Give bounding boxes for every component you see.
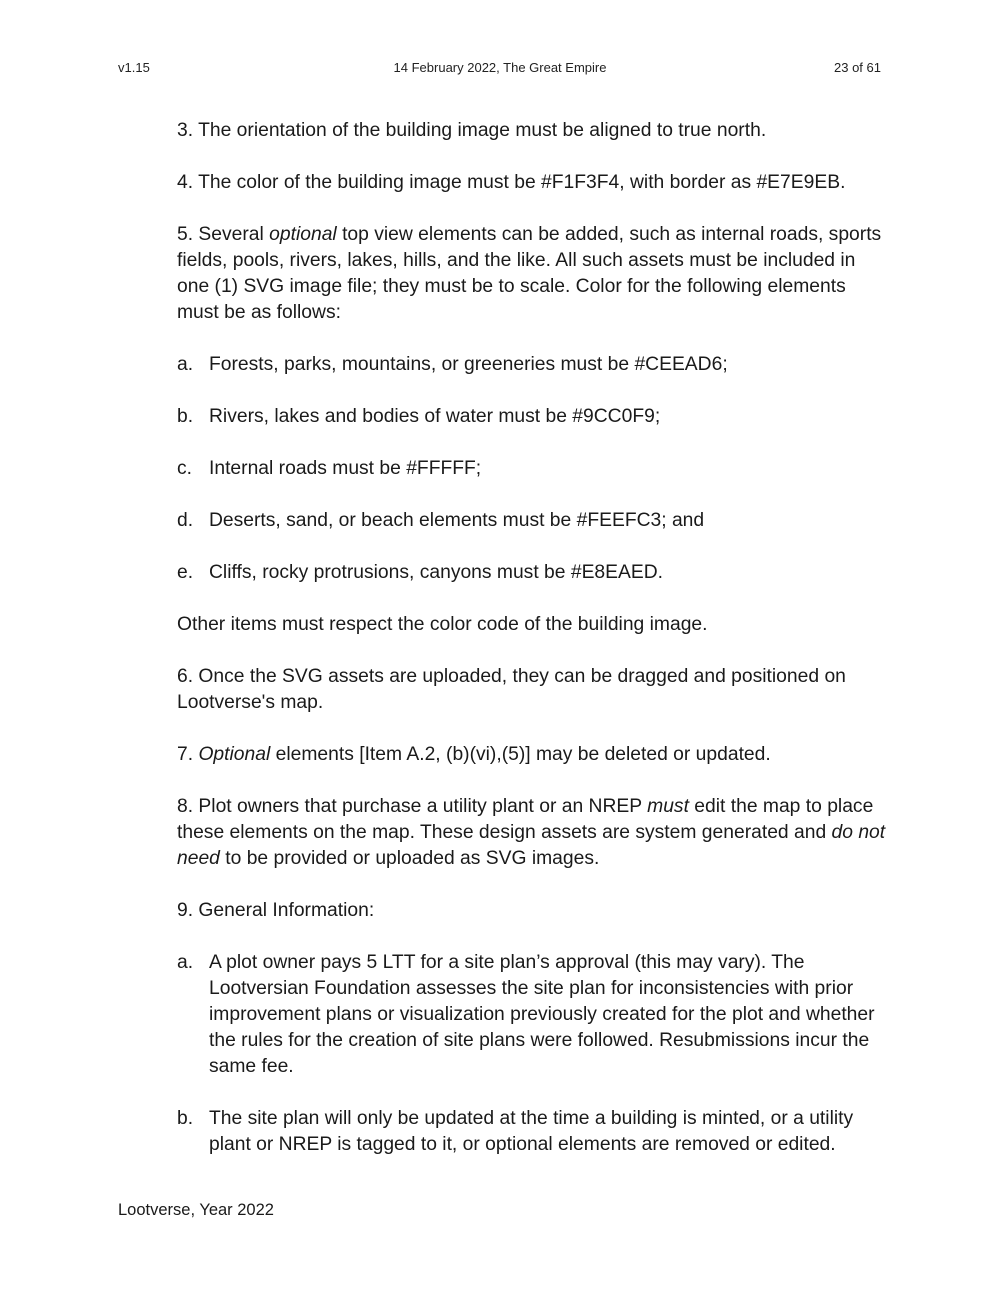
color-list-item [177, 456, 892, 482]
list-marker: d. [177, 510, 194, 531]
list-marker: c. [177, 458, 192, 479]
list-item-text: Cliffs, rocky protrusions, canyons must be #E8EAED. [209, 562, 664, 583]
paragraph-6: 6. Once the SVG assets are uploaded, they can be dragged and positioned on Lootverse's map. [177, 666, 846, 713]
color-list-item [177, 560, 892, 586]
list-item-text: Internal roads must be #FFFFF; [209, 458, 482, 479]
list-marker: e. [177, 562, 194, 583]
paragraph-3: 3. The orientation of the building image must be aligned to true north. [177, 120, 767, 141]
header-page-number: 23 of 61 [834, 60, 881, 75]
list-item-text: Deserts, sand, or beach elements must be #FEEFC3; and [209, 510, 705, 531]
general-info-item [177, 950, 892, 1080]
page-footer: Lootverse, Year 2022 [118, 1201, 274, 1219]
list-marker: a. [177, 952, 194, 973]
header-date-title: 14 February 2022, The Great Empire [393, 60, 607, 75]
paragraph-5: 5. Several optional top view elements can be added, such as internal roads, sports fields, pools, rivers, lakes, hills, and the like. All such assets must be included in one (1) SVG image file; they must be to scale. Color for the following elements must be as follows: [177, 224, 882, 323]
list-item-text: Forests, parks, mountains, or greeneries must be #CEEAD6; [209, 354, 728, 375]
list-item-text: A plot owner pays 5 LTT for a site plan’s approval (this may vary). The Lootversian Foundation assesses the site plan for inconsistencies with prior improvement plans or visualization previously created for the plot and whether the rules for the creation of site plans were followed. Resubmissions incur the same fee. [209, 952, 875, 1077]
general-info-item [177, 1106, 892, 1158]
color-list-item [177, 352, 892, 378]
page-body [177, 118, 892, 1184]
paragraph-8: 8. Plot owners that purchase a utility plant or an NREP must edit the map to place these elements on the map. These design assets are system generated and do not need to be provided or uploaded as SVG images. [177, 796, 886, 869]
header-version: v1.15 [118, 60, 150, 75]
list-marker: b. [177, 1108, 194, 1129]
list-item-text: The site plan will only be updated at the time a building is minted, or a utility plant or NREP is tagged to it, or optional elements are removed or edited. [209, 1108, 854, 1155]
paragraph-9: 9. General Information: [177, 900, 375, 921]
paragraph-other-items: Other items must respect the color code of the building image. [177, 614, 708, 635]
paragraph-4: 4. The color of the building image must be #F1F3F4, with border as #E7E9EB. [177, 172, 846, 193]
paragraph-7: 7. Optional elements [Item A.2, (b)(vi),(5)] may be deleted or updated. [177, 744, 771, 765]
list-marker: b. [177, 406, 194, 427]
list-marker: a. [177, 354, 194, 375]
color-list-item [177, 508, 892, 534]
list-item-text: Rivers, lakes and bodies of water must be #9CC0F9; [209, 406, 661, 427]
color-list-item [177, 404, 892, 430]
